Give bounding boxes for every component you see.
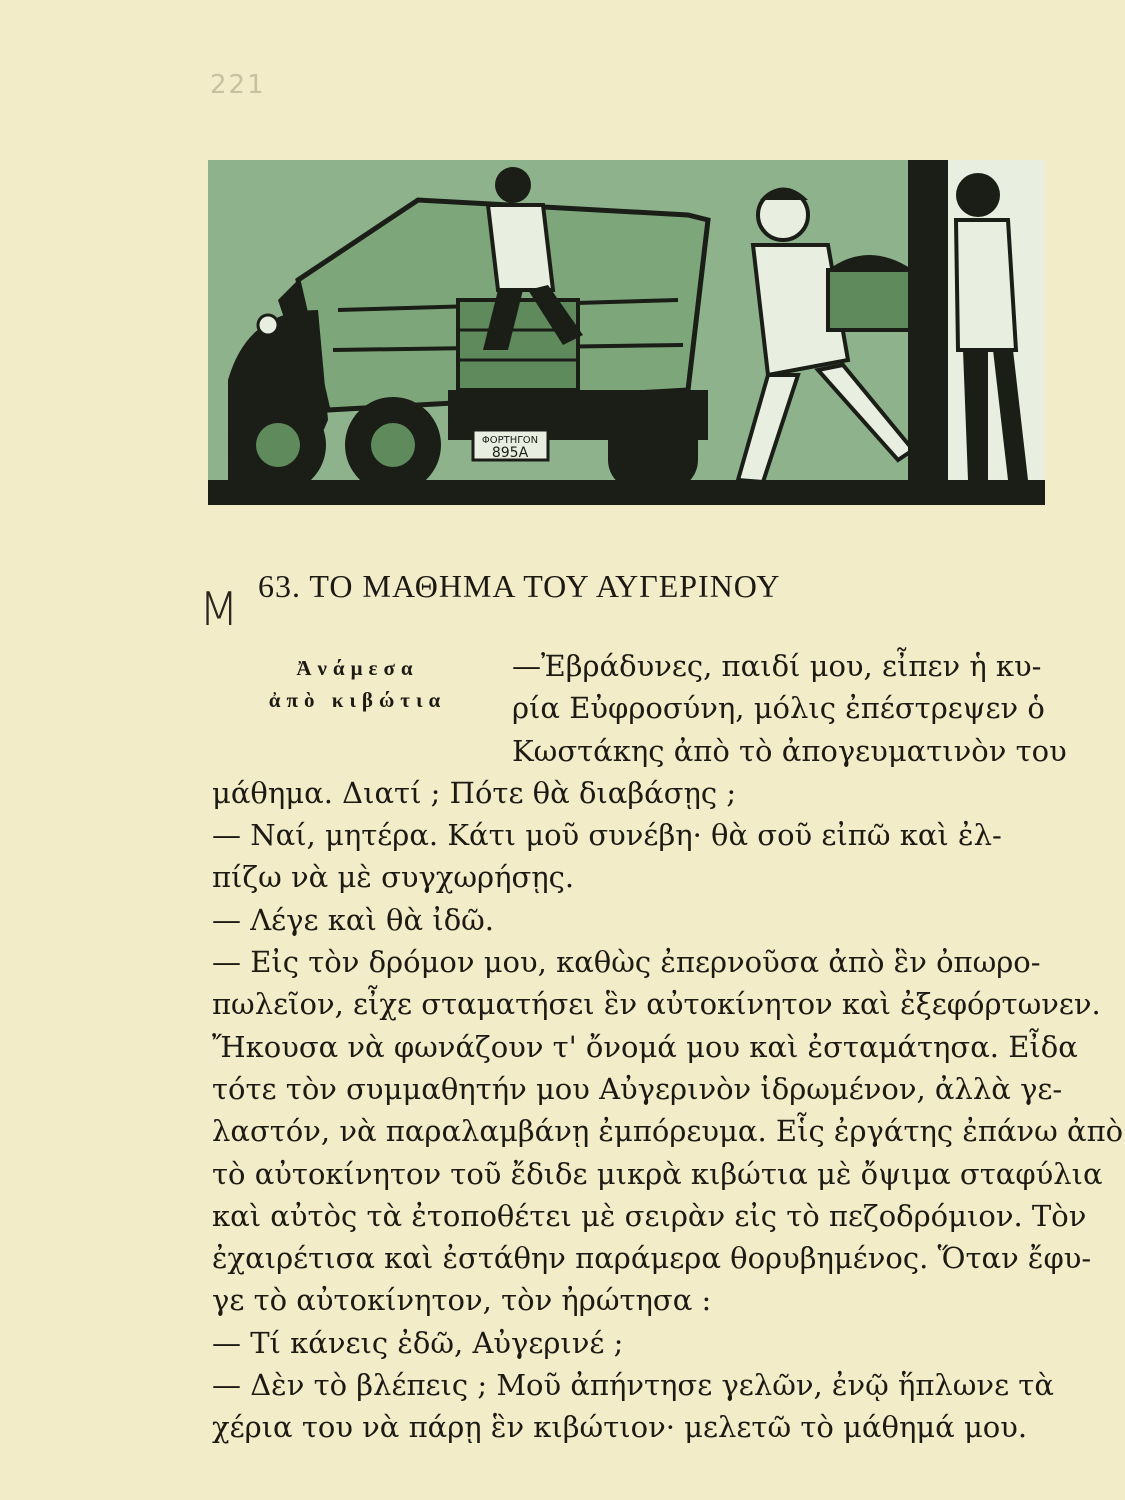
chapter-title: 63. ΤΟ ΜΑΘΗΜΑ ΤΟΥ ΑΥΓΕΡΙΝΟΥ: [258, 568, 781, 604]
text-line: τὸ αὐτοκίνητον τοῦ ἔδιδε μικρὰ κιβώτια μὲ ὄψιμα σταφύλια: [212, 1156, 1103, 1191]
text-line: — Εἰς τὸν δρόμον μου, καθὼς ἐπερνοῦσα ἀπὸ ἓν ὀπωρο-: [212, 945, 1041, 980]
grapes: [828, 255, 913, 270]
text-line: — Ναί, μητέρα. Κάτι μοῦ συνέβη· θὰ σοῦ εἰπῶ καὶ ἐλ-: [212, 818, 1002, 853]
page-number: 221: [210, 70, 266, 100]
text-line: — Τί κάνεις ἐδῶ, Αὐγερινέ ;: [212, 1325, 624, 1360]
text-line: γε τὸ αὐτοκίνητον, τὸν ἠρώτησα :: [212, 1283, 712, 1318]
boy-kostakis-body: [956, 220, 1016, 350]
text-line: πίζω νὰ μὲ συγχωρήσῃς.: [212, 860, 575, 895]
worker-head: [495, 167, 531, 203]
text-line: Ἤκουσα νὰ φωνάζουν τ' ὄνομά μου καὶ ἐσταμάτησα. Εἶδα: [212, 1029, 1078, 1064]
illustration-truck-unloading: [208, 160, 1045, 505]
truck-headlamp: [258, 315, 278, 335]
license-plate-number: 895Α: [491, 445, 529, 461]
text-line: τότε τὸν συμμαθητήν μου Αὐγερινὸν ἱδρωμένον, ἀλλὰ γε-: [212, 1071, 1063, 1106]
boy-augerinos-leg-right: [818, 365, 913, 460]
rear-wheel-1-hub: [371, 423, 415, 467]
front-wheel-hub: [256, 423, 300, 467]
text-line: καὶ αὐτὸς τὰ ἐτοποθέτει μὲ σειρὰν εἰς τὸ πεζοδρόμιον. Τὸν: [212, 1198, 1087, 1233]
text-line: ἐχαιρέτισα καὶ ἐστάθην παράμερα θορυβημένος. Ὅταν ἔφυ-: [212, 1241, 1092, 1276]
text-line: πωλεῖον, εἶχε σταματήσει ἓν αὐτοκίνητον καὶ ἐξεφόρτωνεν.: [212, 987, 1101, 1022]
text-line: —Ἐβράδυνες, παιδί μου, εἶπεν ἡ κυ-: [512, 649, 1042, 683]
text-line: χέρια του νὰ πάρῃ ἓν κιβώτιον· μελετῶ τὸ μάθημά μου.: [212, 1410, 1028, 1445]
illustration-drawing: [208, 160, 1045, 505]
side-note-line: Ἀνάμεσα: [296, 656, 419, 680]
text-line: — Λέγε καὶ θὰ ἰδῶ.: [212, 902, 495, 937]
text-line: μάθημα. Διατί ; Πότε θὰ διαβάσῃς ;: [212, 775, 737, 810]
text-line: ρία Εὐφροσύνη, μόλις ἐπέστρεψεν ὁ: [512, 691, 1045, 726]
license-plate-top: ΦΟΡΤΗΓΟΝ: [481, 435, 539, 446]
body-text: [212, 645, 1124, 1449]
text-line: Κωστάκης ἀπὸ τὸ ἀπογευματινὸν του: [512, 733, 1067, 768]
boy-kostakis-head: [956, 173, 1000, 217]
rear-wheel-2: [608, 390, 698, 490]
margin-handwritten-mark: M: [199, 582, 233, 636]
grape-crate: [828, 270, 913, 330]
text-line: — Δὲν τὸ βλέπεις ; Μοῦ ἀπήντησε γελῶν, ἐνῷ ἥπλωνε τὰ: [212, 1368, 1054, 1403]
boy-augerinos-leg-left: [738, 375, 798, 482]
boy-augerinos-hair: [760, 188, 808, 201]
side-note-line: ἀπὸ κιβώτια: [268, 688, 447, 712]
door-frame: [908, 160, 948, 480]
text-line: λαστόν, νὰ παραλαμβάνῃ ἐμπόρευμα. Εἷς ἐργάτης ἐπάνω ἀπὸ: [212, 1114, 1124, 1149]
worker-body: [488, 205, 553, 290]
